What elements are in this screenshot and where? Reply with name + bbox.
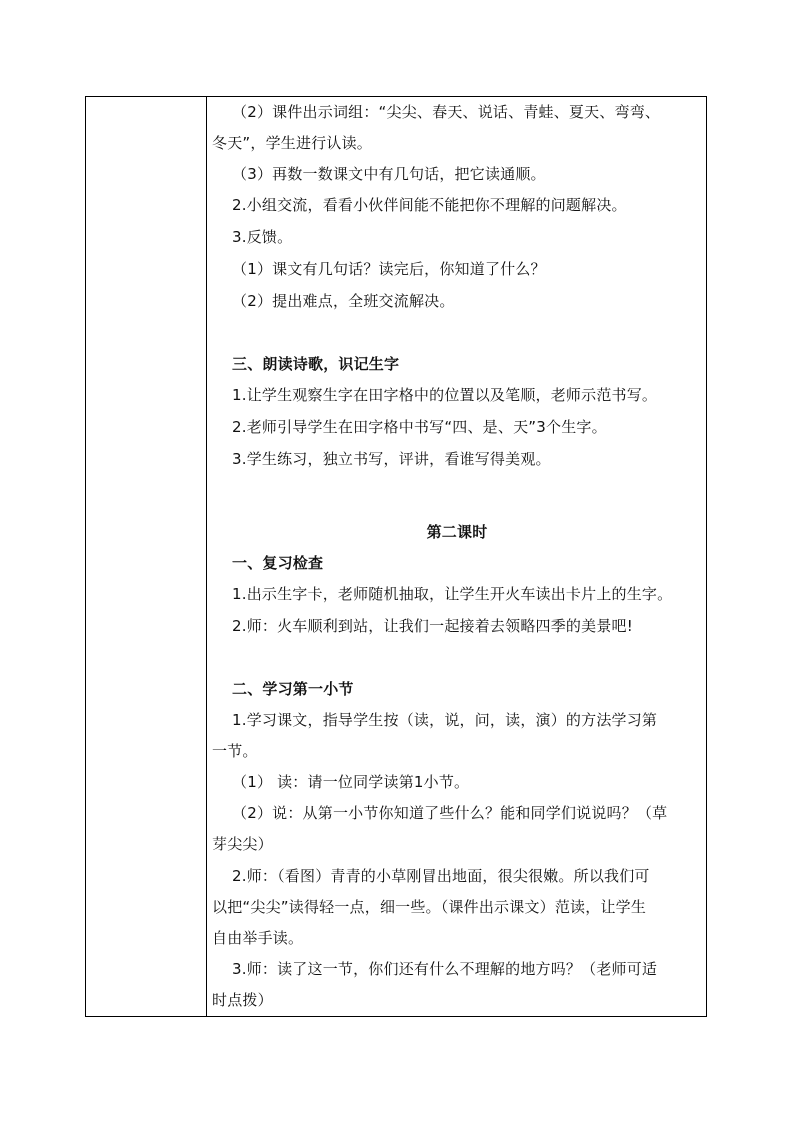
left-empty-cell (86, 97, 206, 1016)
text-line: 冬天”，学生进行认读。 (212, 134, 372, 152)
text-line: （1）课文有几句话？读完后，你知道了什么？ (232, 260, 546, 278)
text-line: 2.老师引导学生在田字格中书写“四、是、天”3个生字。 (232, 418, 607, 436)
text-line: 2.师：（看图）青青的小草刚冒出地面，很尖很嫩。所以我们可 (232, 867, 650, 885)
text-line: （2）课件出示词组：“尖尖、春天、说话、青蛙、夏天、弯弯、 (232, 103, 661, 121)
text-line: 3.反馈。 (232, 228, 293, 246)
text-line: 自由举手读。 (212, 929, 304, 947)
text-line: 时点拨） (212, 991, 273, 1009)
section-heading: 一、复习检查 (232, 554, 324, 572)
text-line: （2）提出难点，全班交流解决。 (232, 292, 455, 310)
section-heading: 二、学习第一小节 (232, 680, 354, 698)
text-line: 1.出示生字卡，老师随机抽取，让学生开火车读出卡片上的生字。 (232, 585, 673, 603)
text-line: （1） 读：请一位同学读第1小节。 (232, 773, 470, 791)
section-heading: 三、朗读诗歌，识记生字 (232, 355, 400, 373)
text-line: （2）说：从第一小节你知道了些什么？能和同学们说说吗？（草 (232, 804, 668, 822)
text-line: （3）再数一数课文中有几句话，把它读通顺。 (232, 165, 546, 183)
section-heading: 第二课时 (426, 523, 488, 541)
text-line: 3.师：读了这一节，你们还有什么不理解的地方吗？（老师可适 (232, 960, 658, 978)
text-line: 以把“尖尖”读得轻一点，细一些。（课件出示课文）范读，让学生 (212, 898, 647, 916)
text-line: 3.学生练习，独立书写，评讲，看谁写得美观。 (232, 450, 551, 468)
text-line: 1.学习课文，指导学生按（读，说，问，读，演）的方法学习第 (232, 711, 658, 729)
text-line: 1.让学生观察生字在田字格中的位置以及笔顺，老师示范书写。 (232, 386, 658, 404)
column-divider (206, 96, 207, 1017)
text-line: 一节。 (212, 742, 258, 760)
text-line: 2.师：火车顺利到站，让我们一起接着去领略四季的美景吧! (232, 617, 633, 635)
text-line: 2.小组交流，看看小伙伴间能不能把你不理解的问题解决。 (232, 196, 627, 214)
text-line: 芽尖尖） (212, 835, 273, 853)
